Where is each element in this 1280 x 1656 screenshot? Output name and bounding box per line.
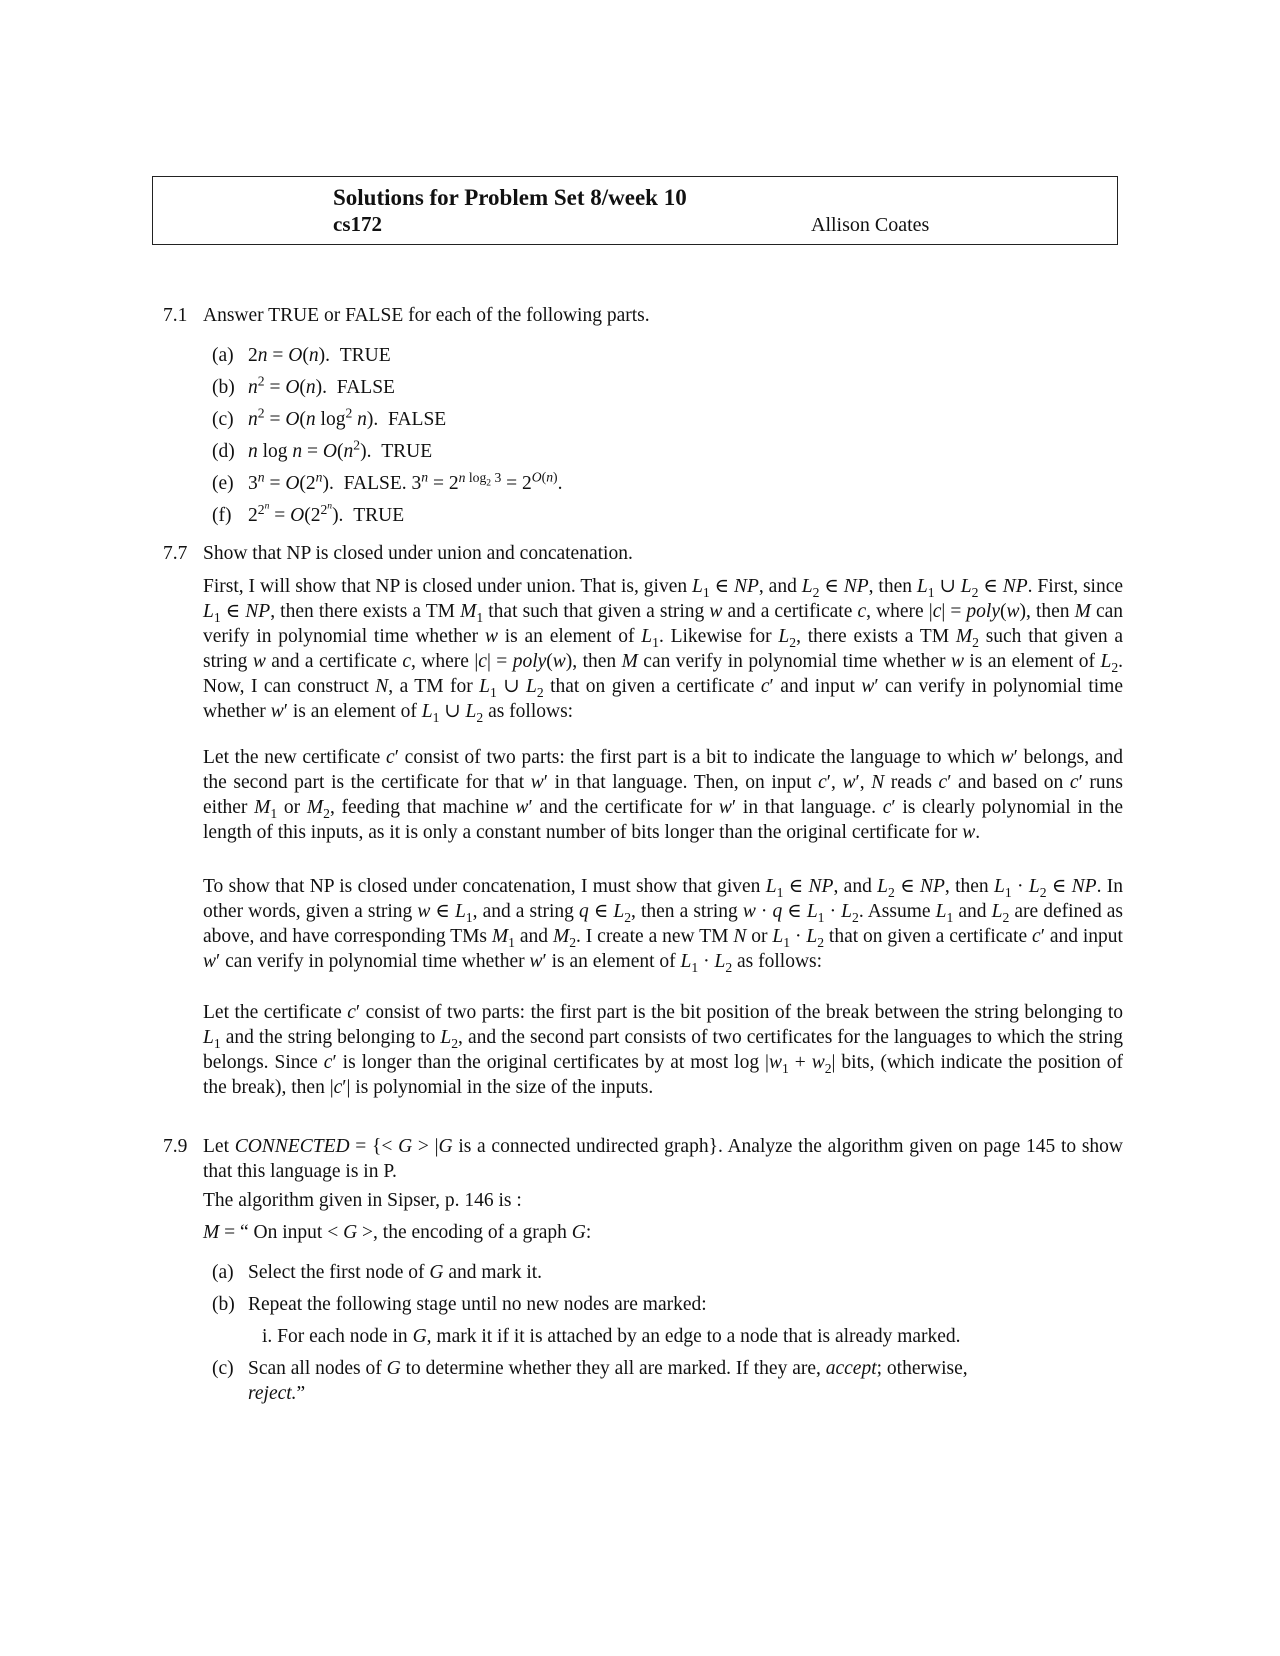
list-item: (d) n $\log n = O(n^2)$. TRUE bbox=[212, 437, 433, 462]
course-code: cs172 bbox=[333, 212, 382, 236]
item-text: Repeat the following stage until no new nodes are marked: bbox=[248, 1294, 707, 1315]
item-label: (d) bbox=[212, 441, 235, 462]
paragraph: Let the certificate c′ consist of two parts: the first part is the bit position of the break between the string belonging to $L_1$ and the string belonging to $L_2$, and the second part consists of two certificates for the languages to which the string belongs. Since c′ is longer than the original certificates by at most $\log |w_1 + w_2|$ bits, (which indicate the position of the break), then |c′| is polynomial in the size of the inputs. bbox=[203, 1002, 1124, 1098]
item-answer: FALSE bbox=[388, 409, 447, 430]
list-item bbox=[212, 1292, 1132, 1317]
problem-number: 7.1 bbox=[163, 305, 188, 326]
list-item: (c) Scan all nodes of G to determine whether they all are marked. If they are, accept; otherwise, reject.” bbox=[212, 1358, 968, 1404]
paragraph: First, I will show that NP is closed under union. That is, given $L_1$ ∈ NP, and $L_2$ ∈ NP, then $L_1$ ∪ $L_2$ ∈ NP. First, since $L_1$ ∈ NP, then there exists a TM $M_1$ that such that given a string w and a certificate c, where |c| = poly(w), then M can verify in polynomial time whether w is an element of $L_1$. Likewise for $L_2$, there exists a TM $M_2$ such that given a string w and a certificate c, where |c| = poly(w), then M can verify in polynomial time whether w is an element of $L_2$. Now, I can construct N, a TM for $L_1$ ∪ $L_2$ that on given a certificate c′ and input w′ can verify in polynomial time whether w′ is an element of $L_1$ ∪ $L_2$ as follows: bbox=[203, 576, 1124, 725]
item-label: (a) bbox=[212, 345, 234, 366]
item-label: (c) bbox=[212, 409, 234, 430]
list-item: (f) $2^{2^n} = O(2^{2^n})$. TRUE bbox=[212, 499, 405, 526]
problem-statement: Show that NP is closed under union and concatenation. bbox=[203, 543, 633, 564]
paragraph: To show that NP is closed under concatenation, I must show that given $L_1$ ∈ NP, and $L_2$ ∈ NP, then $L_1 \cdot L_2$ ∈ NP. In other words, given a string w ∈ $L_1$, and a string q ∈ $L_2$, then a string w · q ∈ $L_1 \cdot L_2$. Assume $L_1$ and $L_2$ are defined as above, and have corresponding TMs $M_1$ and $M_2$. I create a new TM N or $L_1 \cdot L_2$ that on given a certificate c′ and input w′ can verify in polynomial time whether w′ is an element of $L_1 \cdot L_2$ as follows: bbox=[203, 876, 1124, 975]
item-answer: FALSE bbox=[336, 377, 395, 398]
item-answer: TRUE bbox=[381, 441, 433, 462]
item-answer: TRUE bbox=[353, 505, 405, 526]
item-label: (a) bbox=[212, 1262, 234, 1283]
item-label: (b) bbox=[212, 1294, 235, 1315]
paragraph: The algorithm given in Sipser, p. 146 is : bbox=[203, 1190, 522, 1211]
item-answer: TRUE bbox=[339, 345, 391, 366]
list-item: (c) $n^2 = O(n$ $\log^2 n$). FALSE bbox=[212, 405, 447, 430]
list-item: (b) $n^2 = O(n)$. FALSE bbox=[212, 373, 395, 398]
item-label: (e) bbox=[212, 473, 234, 494]
header-box bbox=[152, 176, 1118, 245]
paragraph: M = “ On input < G >, the encoding of a graph G: bbox=[203, 1222, 592, 1243]
paragraph: Let the new certificate c′ consist of two parts: the first part is a bit to indicate the language to which w′ belongs, and the second part is the certificate for that w′ in that language. Then, on input c′, w′, N reads c′ and based on c′ runs either $M_1$ or $M_2$, feeding that machine w′ and the certificate for w′ in that language. c′ is clearly polynomial in the length of this inputs, as it is only a constant number of bits longer than the original certificate for w. bbox=[203, 747, 1124, 843]
list-item: (a) Select the first node of G and mark it. bbox=[212, 1262, 543, 1283]
problem-statement: Let CONNECTED = {< G > |G is a connected undirected graph}. Analyze the algorithm given on page 145 to show that this language is in P. bbox=[203, 1136, 1124, 1182]
item-answer: FALSE. bbox=[343, 473, 407, 494]
item-label: (f) bbox=[212, 505, 232, 526]
list-item: (e) $3^n = O(2^n)$. FALSE. $3^n = 2^{n log_2 3} = 2^{O(n)}$. bbox=[212, 469, 563, 494]
item-label: i. bbox=[262, 1326, 273, 1347]
list-item: i. For each node in G, mark it if it is attached by an edge to a node that is already marked. bbox=[262, 1326, 961, 1347]
item-label: (b) bbox=[212, 377, 235, 398]
author-name: Allison Coates bbox=[811, 214, 930, 236]
problem-number: 7.7 bbox=[163, 543, 188, 564]
item-label: (c) bbox=[212, 1358, 234, 1379]
page-title: Solutions for Problem Set 8/week 10 bbox=[333, 185, 687, 210]
problem-number: 7.9 bbox=[163, 1136, 188, 1157]
list-item: (a) 2n = O(n). TRUE bbox=[212, 345, 391, 366]
problem-statement: Answer TRUE or FALSE for each of the following parts. bbox=[203, 305, 650, 326]
